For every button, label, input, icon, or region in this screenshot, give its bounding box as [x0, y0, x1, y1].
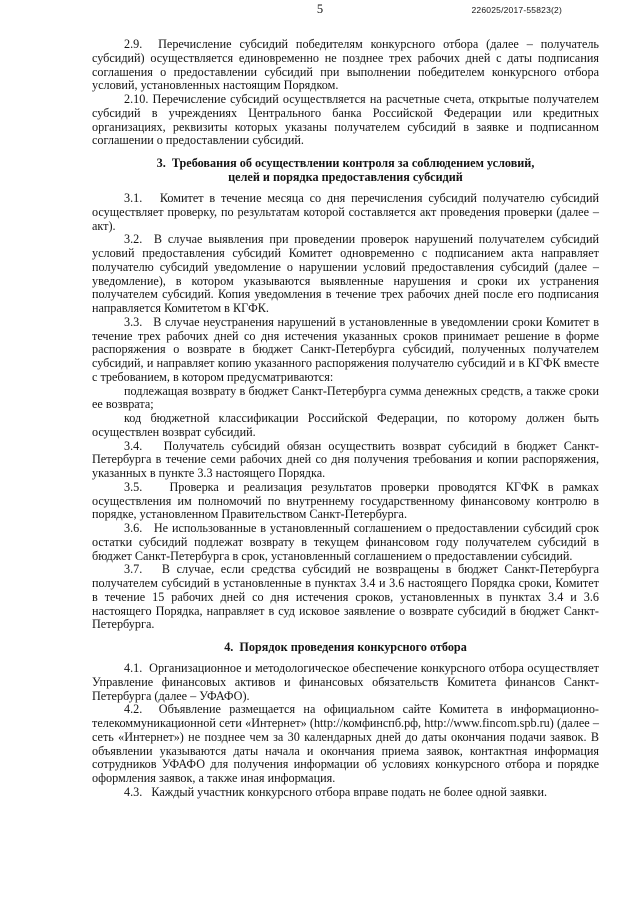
document-body	[92, 38, 599, 800]
paragraph-4-3: 4.3. Каждый участник конкурсного отбора вправе подать не более одной заявки.	[124, 784, 548, 799]
paragraph-2-10: 2.10. Перечисление субсидий осуществляется на расчетные счета, открытые получателем субсидий в учреждениях Центрального банка Российской Федерации или кредитных организациях, реквизиты которых указаны получателем субсидий в заявке и подписанном соглашении о предоставлении субсидий.	[92, 92, 599, 148]
section-3-heading	[92, 156, 599, 184]
section-4-heading: 4. Порядок проведения конкурсного отбора	[224, 640, 467, 654]
paragraph-3-3-item-code: код бюджетной классификации Российской Федерации, по которому должен быть осуществлен возврат субсидий.	[92, 411, 599, 439]
paragraph-4-1: 4.1. Организационное и методологическое обеспечение конкурсного отбора осуществляет Управление финансовых активов и финансовых обязательств Комитета финансов Санкт-Петербурга (далее – УФАФО).	[92, 661, 599, 703]
paragraph-3-3-item-amount: подлежащая возврату в бюджет Санкт-Петербурга сумма денежных средств, а также сроки ее возврата;	[92, 383, 599, 412]
paragraph-2-9: 2.9. Перечисление субсидий победителям конкурсного отбора (далее – получатель субсидий) осуществляется единовременно не позднее трех рабочих дней с даты подписания соглашения о предоставлении субсидий при выполнении победителем конкурсного отбора условий, установленных настоящим Порядком.	[92, 37, 599, 93]
paragraph-3-7: 3.7. В случае, если средства субсидий не возвращены в бюджет Санкт-Петербурга получателем субсидий в установленные в пунктах 3.4 и 3.6 настоящего Порядка сроки, Комитет в течение 15 рабочих дней со дня истечения сроков, установленных в пунктах 3.4 и 3.6 настоящего Порядка, направляет в суд исковое заявление о возврате субсидий в бюджет Санкт-Петербурга.	[92, 562, 599, 632]
document-registration-code: 226025/2017-55823(2)	[471, 5, 562, 15]
paragraph-3-6: 3.6. Не использованные в установленный соглашением о предоставлении субсидий срок остатки субсидий подлежат возврату в текущем финансовом году получателем субсидий в бюджет Санкт-Петербурга в срок, установленный соглашением о предоставлении субсидий.	[92, 521, 599, 563]
page-number: 5	[316, 2, 324, 16]
paragraph-3-1: 3.1. Комитет в течение месяца со дня перечисления субсидий получателю субсидий осуществляет проверку, по результатам которой составляется акт проведения проверки (далее – акт).	[92, 191, 599, 233]
section-3-heading-line2: целей и порядка предоставления субсидий	[228, 170, 463, 184]
paragraph-3-3: 3.3. В случае неустранения нарушений в установленные в уведомлении сроки Комитет в течение трех рабочих дней со дня истечения указанных сроков принимает решение в форме распоряжения о возврате в бюджет Санкт-Петербурга субсидий, полученных получателем субсидий, и направляет копию указанного распоряжения получателю субсидий и в КГФК вместе с требованием, в котором предусматриваются:	[92, 314, 599, 384]
paragraph-3-5: 3.5. Проверка и реализация результатов проверки проводятся КГФК в рамках осуществления им полномочий по внутреннему государственному финансовому контролю в порядке, установленном Правительством Санкт-Петербурга.	[92, 479, 599, 522]
paragraph-3-2: 3.2. В случае выявления при проведении проверок нарушений получателем субсидий условий предоставления субсидий Комитет одновременно с подписанием акта направляет получателю субсидий уведомление о нарушении условий предоставления субсидий (далее – уведомление), в котором указываются выявленные нарушения и сроки их устранения получателем субсидий. Копия уведомления в течение трех рабочих дней после его подписания направляется Комитетом в КГФК.	[92, 232, 599, 315]
paragraph-4-2: 4.2. Объявление размещается на официальном сайте Комитета в информационно-телекоммуникационной сети «Интернет» (http://комфинспб.рф, http://www.fincom.spb.ru) (далее – сеть «Интернет») не позднее чем за 30 календарных дней до даты окончания подачи заявок. В объявлении указываются даты начала и окончания приема заявок, контактная информация сотрудников УФАФО для получения информации об условиях конкурсного отбора и порядке оформления заявок, а также иная информация.	[92, 702, 599, 785]
paragraph-3-4: 3.4. Получатель субсидий обязан осуществить возврат субсидий в бюджет Санкт-Петербурга в течение семи рабочих дней со дня получения требования и копии распоряжения, указанных в пункте 3.3 настоящего Порядка.	[92, 438, 599, 480]
section-3-heading-line1: 3. Требования об осуществлении контроля за соблюдением условий,	[156, 156, 535, 170]
